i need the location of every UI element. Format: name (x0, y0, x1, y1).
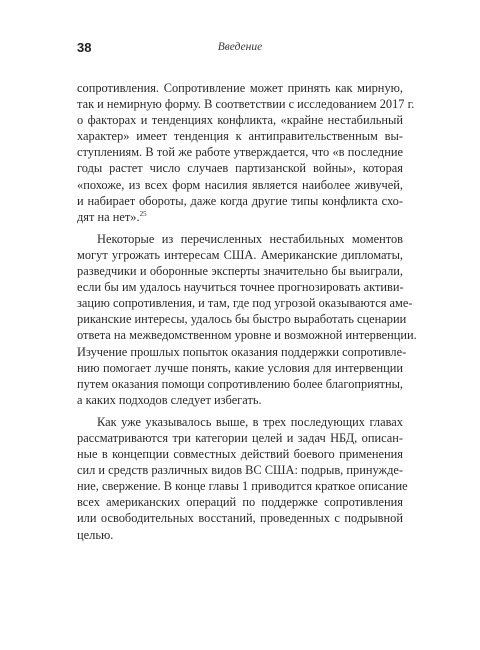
text-line: ответа на межведомственном уровне и возможной интервенции. (77, 328, 417, 343)
text-line: и набирает обороты, даже когда другие типы конфликта схо- (77, 193, 403, 208)
text-line: годы растет число случаев партизанской войны», которая (77, 161, 403, 176)
text-line: разведчики и оборонные эксперты значительно бы выиграли, (77, 264, 403, 279)
text-line: путем оказания помощи сопротивлению более благоприятны, (77, 376, 404, 391)
text-line: рассматриваются три категории целей и задач НБД, описан- (77, 430, 403, 445)
text-line: ние, свержение. В конце главы 1 приводится краткое описание (77, 479, 408, 494)
text-line: Изучение прошлых попыток оказания поддержки сопротивле- (77, 344, 407, 359)
text-line: или освободительных восстаний, проведенных с подрывной (77, 511, 403, 526)
text-line: могут угрожать интересам США. Американские дипломаты, (77, 247, 403, 262)
body-text (77, 80, 417, 549)
text-line: сопротивления. Сопротивление может принять как мирную, (77, 81, 403, 95)
text-line-last (77, 209, 403, 225)
text-line: зацию сопротивления, и там, где под угрозой оказываются аме- (77, 296, 413, 311)
text-line: если бы им удалось научиться точнее прогнозировать активи- (77, 280, 404, 295)
page-number: 38 (77, 40, 92, 55)
text-line: Как уже указывалось выше, в трех последующих главах (97, 414, 403, 429)
text-line: а каких подходов следует избегать. (77, 392, 262, 407)
running-head: Введение (217, 41, 263, 53)
page-header (77, 40, 403, 60)
text-line: риканские интересы, удалось бы быстро выработать сценарии (77, 312, 407, 327)
text-line: сил и средств различных видов ВС США: подрыв, принужде- (77, 463, 403, 478)
footnote-marker[interactable]: 25 (139, 209, 147, 218)
text-line: нию помогает лучше понять, какие условия для интервенции (77, 360, 403, 375)
text-line: о факторах и тенденциях конфликта, «крайне нестабильный (77, 113, 403, 128)
text-line: так и немирную форму. В соответствии с исследованием 2017 г. (77, 97, 415, 112)
text-line: характер» имеет тенденция к антиправительственным вы- (77, 129, 403, 144)
text-line: «похоже, из всех форм насилия является наиболее живучей, (77, 177, 403, 192)
text-line: Некоторые из перечисленных нестабильных моментов (97, 231, 403, 246)
text-line: ные в концепции совместных действий боевого применения (77, 447, 403, 462)
paragraph-1 (77, 80, 415, 225)
paragraph-2 (77, 231, 417, 408)
text-line: всех американских операций по поддержке сопротивления (77, 495, 403, 510)
text-line: ступлениям. В той же работе утверждается, что «в последние (77, 145, 403, 160)
paragraph-3 (77, 414, 408, 543)
text-line: целью. (77, 527, 114, 542)
text-line: дят на нет». (77, 209, 140, 224)
